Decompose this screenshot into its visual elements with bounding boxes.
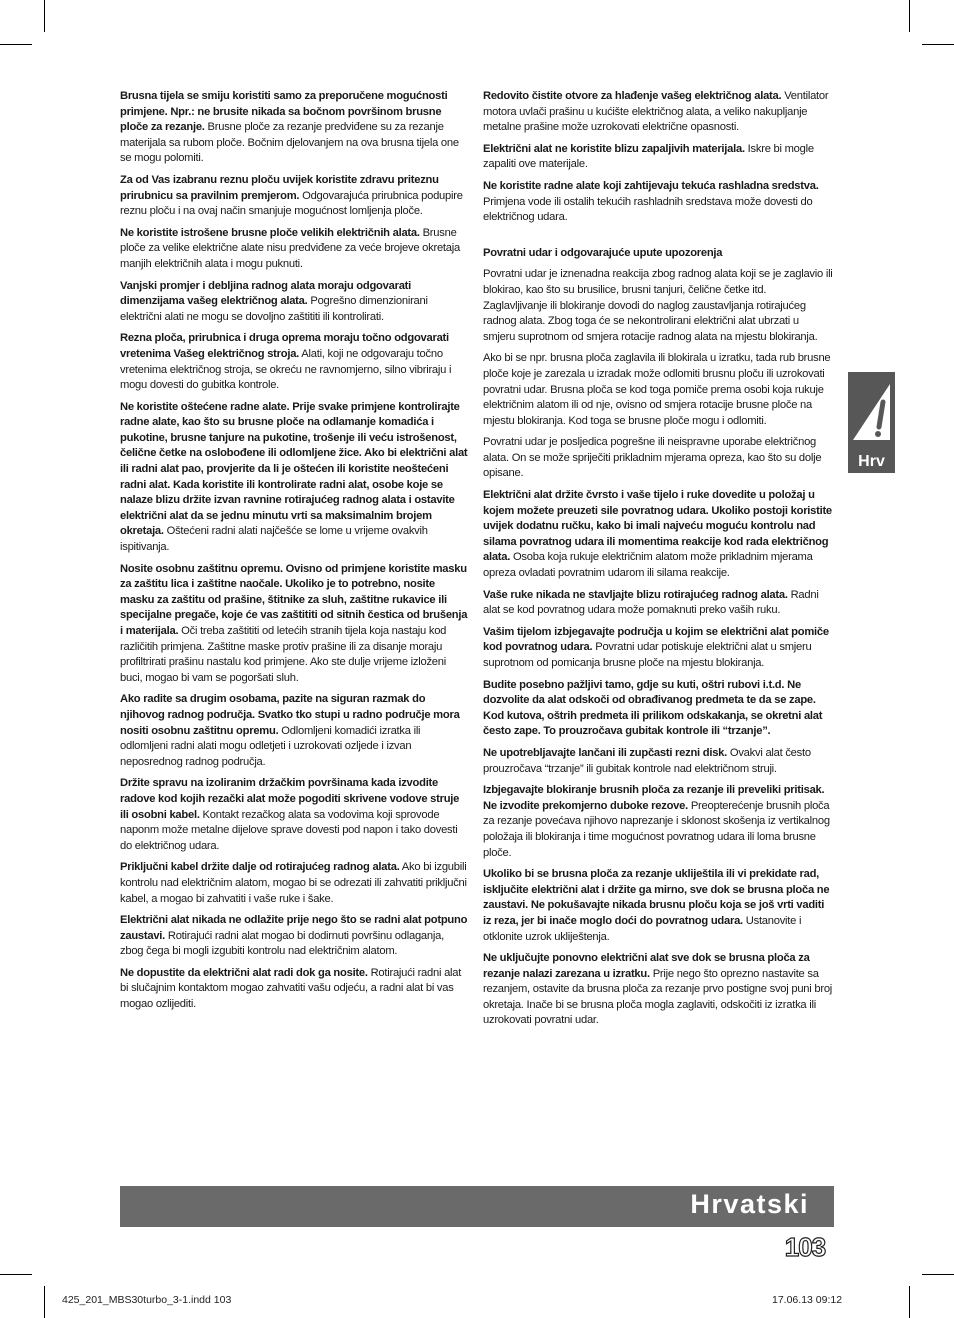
paragraph-lead: Priključni kabel držite dalje od rotirajućeg radnog alata. <box>120 861 400 874</box>
paragraph-body: Brusne ploče za velike električne alate nisu predviđene za veće brojeve okretaja manjih električnih alata i mogu puknuti. <box>120 226 460 270</box>
paragraph-lead: Za od Vas izabranu reznu ploču uvijek koristite zdravu priteznu prirubnicu sa pravilnim premjerom. <box>120 173 439 202</box>
banner-title: Hrvatski <box>690 1189 809 1219</box>
paragraph-body: Ako bi izgubili kontrolu nad električnim alatom, mogao bi se odrezati ili zahvatiti priključni kabel, a mogao bi zahvatiti i vaše ruke i šake. <box>120 861 467 905</box>
crop-mark <box>909 0 910 32</box>
paragraph <box>483 142 833 173</box>
paragraph <box>120 173 468 220</box>
crop-mark <box>44 1286 45 1318</box>
paragraph-body: Ovakvi alat često prouzročava “trzanje” ili gubitak kontrole nad električnom struji. <box>483 746 811 775</box>
paragraph-lead: Ne koristite oštećene radne alate. Prije svake primjene kontrolirajte radne alate, kao što su brusne ploče na odlamanje komadića i pukotine, brusne tanjure na pukotine, trošenje ili veću istrošenost, čelične četke na oslobođene ili odlomljene žice. Ako bi električni alat ili radni alat pao, provjerite da li je oštećen ili koristite neoštećeni radni alat. Kada koristite ili kontrolirate radni alat, osobe koje se nalaze blizu držite izvan ravnine rotirajućeg radnog alata i ostavite električni alat da se jednu minutu vrti sa maksimalnim brojem okretaja. <box>120 400 468 538</box>
paragraph-lead: Ne koristite radne alate koji zahtijevaju tekuća rashladna sredstva. <box>483 179 819 192</box>
paragraph-lead: Brusna tijela se smiju koristiti samo za preporučene mogućnosti primjene. Npr.: ne brusite nikada sa bočnom površinom brusne ploče za rezanje. <box>120 90 448 134</box>
paragraph-lead: Električni alat držite čvrsto i vaše tijelo i ruke dovedite u položaj u kojem možete preuzeti sile povratnog udara. Ukoliko postoji koristite uvijek dodatnu ručku, kako bi imali najveću moguću kontrolu nad silama povratnog udara ili momentima reakcije kod rada električnog alata. <box>483 489 832 564</box>
paragraph-lead: Izbjegavajte blokiranje brusnih ploča za rezanje ili preveliki pritisak. Ne izvodite prekomjerno duboke rezove. <box>483 784 825 812</box>
paragraph-lead: Ne dopustite da električni alat radi dok ga nosite. <box>120 966 368 979</box>
paragraph-lead: Držite spravu na izoliranim držačkim površinama kada izvodite radove kod kojih rezački alat može pogoditi skrivene vodove struje ili osobni kabel. <box>120 777 460 821</box>
crop-mark <box>922 44 954 45</box>
paragraph-lead: Ukoliko bi se brusna ploča za rezanje ukliještila ili vi prekidate rad, isključite električni alat i držite ga mirno, sve dok se brusna ploča ne zaustavi. Ne pokušavajte nikada brusnu ploču koja se još vrti vaditi iz reza, jer bi inače moglo doći do povratnog udara. <box>483 868 830 927</box>
footer-date: 17.06.13 09:12 <box>772 1294 843 1306</box>
paragraph-body: Odgovarajuća prirubnica podupire reznu ploču i na ovaj način smanjuje mogućnost lomljenja ploče. <box>120 189 463 218</box>
tab-label: Hrv <box>858 453 885 470</box>
paragraph <box>483 783 833 861</box>
paragraph <box>120 89 468 167</box>
paragraph <box>120 562 468 687</box>
paragraph-body: Povratni udar je posljedica pogrešne ili neispravne uporabe električnog alata. On se može spriječiti prikladnim mjerama opreza, kao što su dolje opisane. <box>483 436 822 480</box>
paragraph-body: Radni alat se kod povratnog udara može pomaknuti preko vaših ruku. <box>483 588 819 617</box>
paragraph-lead: Budite posebno pažljivi tamo, gdje su kuti, oštri rubovi i.t.d. Ne dozvolite da alat odskoči od obrađivanog predmeta te da se zape. Kod kutova, oštrih predmeta ili prilikom odskakanja, se okretni alat često zape. To prouzročava gubitak kontrole ili “trzanje”. <box>483 678 823 738</box>
paragraph-lead: Vašim tijelom izbjegavajte područja u kojim se električni alat pomiče kod povratnog udara. <box>483 625 829 654</box>
warning-tab <box>848 372 895 473</box>
left-column <box>120 89 468 1019</box>
paragraph <box>120 226 468 273</box>
paragraph <box>483 746 833 777</box>
paragraph <box>483 89 833 136</box>
paragraph-body: Kontakt rezačkog alata sa vodovima koji sprovode naponm može metalne dijelove sprave dovesti pod napon i tako dovesti do električnog udara. <box>120 808 458 852</box>
paragraph-body: Pogrešno dimenzionirani električni alati ne mogu se dovoljno zaštititi ili kontrolirati. <box>120 295 428 323</box>
paragraph-lead: Ne uključujte ponovno električni alat sve dok se brusna ploča za rezanje nalazi zarezana u izratku. <box>483 952 810 980</box>
paragraph <box>120 400 468 556</box>
paragraph <box>483 351 833 429</box>
paragraph-lead: Vaše ruke nikada ne stavljajte blizu rotirajućeg radnog alata. <box>483 588 788 601</box>
paragraph <box>483 488 833 582</box>
paragraph-lead: Nosite osobnu zaštitnu opremu. Ovisno od primjene koristite masku za zaštitu lica i zaštitne naočale. Ukoliko je to potrebno, nosite masku za zaštitu od prašine, štitnike za sluh, zaštitne rukavice ili specijalne pregače, koje će vas zaštititi od sitnih čestica od brušenja i materijala. <box>120 562 468 637</box>
paragraph-body: Primjena vode ili ostalih tekućih rashladnih sredstava može dovesti do električnog udara. <box>483 195 813 224</box>
section-heading: Povratni udar i odgovarajuće upute upozorenja <box>483 246 723 259</box>
paragraph-body: Povratni udar potiskuje električni alat u smjeru suprotnom od pomicanja brusne ploče na mjestu blokiranja. <box>483 641 812 669</box>
paragraph <box>120 776 468 854</box>
paragraph-body: Povratni udar je iznenadna reakcija zbog radnog alata koji se je zaglavio ili blokirao, kao što su brusilice, brusni tanjuri, čelične četke itd. Zaglavljivanje ili blokiranje dovodi do naglog zaustavljanja rotirajućeg radnog alata. Zbog toga će se nekontrolirani električni alat ubrzati u smjeru suprotnom od smjera rotacije radnog alata na mjestu blokiranja. <box>483 268 833 343</box>
crop-mark <box>0 44 32 45</box>
paragraph-lead: Ne upotrebljavajte lančani ili zupčasti rezni disk. <box>483 746 728 759</box>
paragraph-body: Preopterećenje brusnih ploča za rezanje povećava njihovo naprezanje i sklonost skošenja iz vertikalnog položaja ili blokiranja i time mogućnost povratnog udara ili loma brusne ploče. <box>483 799 830 859</box>
paragraph-body: Alati, koji ne odgovaraju točno vretenima električnog stroja, se okreću ne ravnomjerno, silno vibriraju i mogu dovesti do gubitka kontrole. <box>120 347 452 392</box>
language-banner <box>120 1186 834 1227</box>
paragraph-body: Odlomljeni komadići izratka ili odlomljeni radni alati mogu odletjeti i uzrokovati ozljede i izvan neposrednog radnog područja. <box>120 724 421 768</box>
paragraph-lead: Električni alat ne koristite blizu zapaljivih materijala. <box>483 142 745 155</box>
paragraph-body: Iskre bi mogle zapaliti ove materijale. <box>483 142 814 171</box>
paragraph-lead: Ako radite sa drugim osobama, pazite na siguran razmak do njihovog radnog područja. Svatko tko stupi u radno područje mora nositi osobnu zaštitnu opremu. <box>120 693 460 737</box>
paragraph-body: Brusne ploče za rezanje predviđene su za rezanje materijala sa rubom ploče. Bočnim djelovanjem na ova brusna tijela one se mogu polomiti. <box>120 121 459 165</box>
paragraph <box>483 867 833 945</box>
paragraph <box>120 966 468 1013</box>
paragraph-body: Prije nego što oprezno nastavite sa rezanjem, ostavite da brusna ploča za rezanje prvo postigne svoj puni broj okretaja. Inače bi se brusna ploča mogla zaglaviti, odskočiti iz izratka ili uzrokovati povratni udar. <box>483 967 833 1027</box>
paragraph <box>483 588 833 619</box>
paragraph-body: Oči treba zaštititi od letećih stranih tijela koja nastaju kod različitih primjena. Zaštitne maske protiv prašine ili za disanje moraju profiltrirati prašinu nastalu kod primjene. Ako ste dulje vrijeme izloženi buci, mogao bi vam se pogoršati sluh. <box>120 625 447 684</box>
paragraph <box>483 267 833 345</box>
warning-icon <box>850 380 893 446</box>
paragraph-body: Rotirajući radni alat bi slučajnim kontaktom mogao zahvatiti vašu odjeću, a radni alat bi vas mogao ozlijediti. <box>120 966 462 1011</box>
paragraph <box>120 331 468 393</box>
paragraph-body: Ventilator motora uvlači prašinu u kućište električnog alata, a veliko nakupljanje metalne prašine može uzrokovati električne opasnosti. <box>483 90 829 134</box>
paragraph-lead: Ne koristite istrošene brusne ploče velikih električnih alata. <box>120 226 420 239</box>
page-number: 103 <box>784 1232 826 1262</box>
paragraph <box>120 692 468 770</box>
crop-mark <box>44 0 45 32</box>
paragraph-lead: Vanjski promjer i debljina radnog alata moraju odgovarati dimenzijama vašeg električnog alata. <box>120 279 411 308</box>
crop-mark <box>0 1274 32 1275</box>
paragraph <box>483 678 833 740</box>
right-column <box>483 89 833 1035</box>
paragraph <box>483 435 833 482</box>
crop-mark <box>909 1286 910 1318</box>
paragraph <box>120 913 468 960</box>
paragraph <box>120 279 468 326</box>
paragraph-lead: Redovito čistite otvore za hlađenje vašeg električnog alata. <box>483 90 782 102</box>
paragraph <box>120 860 468 907</box>
paragraph-body: Rotirajući radni alat mogao bi dodirnuti površinu odlaganja, zbog čega bi mogli izgubiti kontrolu nad električnim alatom. <box>120 929 444 958</box>
footer-file: 425_201_MBS30turbo_3-1.indd 103 <box>62 1294 232 1306</box>
paragraph-lead: Rezna ploča, prirubnica i druga oprema moraju točno odgovarati vretenima Vašeg električnog stroja. <box>120 332 449 360</box>
paragraph <box>483 179 833 226</box>
crop-mark <box>922 1274 954 1275</box>
paragraph <box>483 951 833 1029</box>
paragraph-lead: Električni alat nikada ne odlažite prije nego što se radni alat potpuno zaustavi. <box>120 914 468 942</box>
paragraph-body: Osoba koja rukuje električnim alatom može prikladnim mjerama opreza ovladati povratnim udarom ili silama reakcije. <box>483 551 813 580</box>
paragraph-body: Ustanovite i otklonite uzrok ukliještenja. <box>483 914 802 943</box>
paragraph-body: Ako bi se npr. brusna ploča zaglavila ili blokirala u izratku, tada rub brusne ploče koje je zarezala u izradak može odlomiti brusnu ploču ili uzrokovati povratni udar. Brusna ploča se kod toga pomiče prema osobi koja rukuje električnim alatom ili od nje, ovisno od smjera rotacije brusne ploče na mjestu blokiranja. Kod toga se brusne ploče mogu i odlomiti. <box>483 352 831 427</box>
paragraph-body: Oštećeni radni alati najčešće se lome u vrijeme ovakvih ispitivanja. <box>120 525 428 554</box>
paragraph <box>483 625 833 672</box>
